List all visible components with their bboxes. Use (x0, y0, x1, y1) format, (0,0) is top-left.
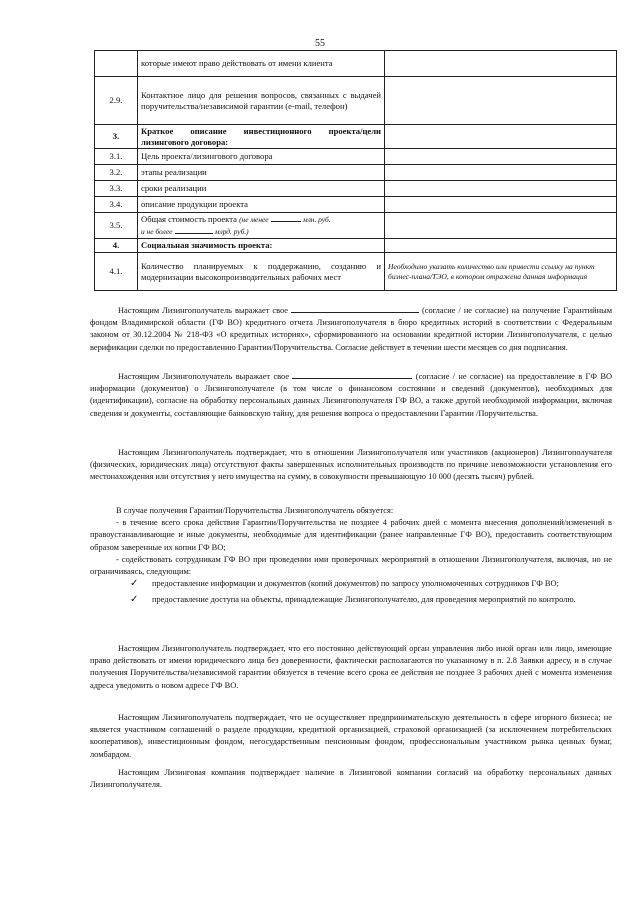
row-number: 3.4. (95, 197, 138, 213)
control-measure-text: предоставление доступа на объекты, принадлежащие Лизингополучателю, для проведения мероприятий по контролю. (152, 595, 576, 605)
table-row (95, 77, 617, 125)
row-number: 4. (95, 239, 138, 253)
enforcement-text: Настоящим Лизингополучатель подтверждает, что в отношении Лизингополучателя или участников (акционеров) Лизингополучателя (физических, юридических лица) отсутствуют факты завершенных исполнительных производств по причине невозможности установления его местонахождения или отсутствия у него имущества на сумму, в совокупности превышающую 10 000 (десять тысяч) рублей. (90, 448, 612, 482)
table-row (95, 51, 617, 77)
row-value-cell[interactable]: Необходимо указать количество или привести ссылку на пункт бизнес-плана/ТЭО, в котором отражена данная информация (385, 253, 617, 291)
row-description: Контактное лицо для решения вопросов, связанных с выдачей поручительства/независимой гарантии (e-mail, телефон) (138, 77, 385, 125)
row-value-cell[interactable] (385, 239, 617, 253)
table-row (95, 149, 617, 165)
row-number: 3.5. (95, 213, 138, 239)
cost-max-unit: млрд. руб.) (214, 226, 249, 236)
control-measure-text: предоставление информации и документов (копий документов) по запросу уполномоченных сотрудников ГФ ВО; (152, 579, 559, 589)
row-value-cell[interactable] (385, 165, 617, 181)
row-value-cell[interactable] (385, 77, 617, 125)
leasing-company-text: Настоящим Лизинговая компания подтверждает наличие в Лизинговой компании согласий на обработку персональных данных Лизингополучателя. (90, 768, 612, 790)
row-description: Социальная значимость проекта: (138, 239, 385, 253)
cost-min-label: (не менее (239, 215, 269, 224)
table-row-project-cost (95, 213, 617, 239)
consent-blank-field[interactable] (291, 304, 419, 313)
row-number: 3.1. (95, 149, 138, 165)
row-description: описание продукции проекта (138, 197, 385, 213)
address-text: Настоящим Лизингополучатель подтверждает, что его постоянно действующий орган управления либо иной орган или лицо, имеющие право действовать от имени юридического лица без доверенности, фактически располагаются по указанному в п. 2.8 Заявки адресу, и в случае получения Поручительства/независимой гарантии обязуется в течение всего срока ее действия не позднее 3 рабочих дней с момента изменения адреса уведомить о новом адресе ГФ ВО. (90, 644, 612, 690)
credit-report-consent-paragraph (90, 304, 612, 354)
row-value-cell[interactable] (385, 181, 617, 197)
table-row (95, 181, 617, 197)
control-measure-item (90, 594, 612, 606)
cost-max-label: и не более (141, 226, 173, 236)
project-cost-description (138, 213, 385, 239)
row-description: этапы реализации (138, 165, 385, 181)
checkmark-icon: ✓ (130, 594, 139, 606)
row-number: 3.2. (95, 165, 138, 181)
gambling-business-confirmation-paragraph (90, 712, 612, 761)
table-row (95, 253, 617, 291)
cost-min-unit: млн. руб. (302, 215, 331, 224)
consent-text-start: Настоящим Лизингополучатель выражает свое (118, 306, 288, 315)
checkmark-icon: ✓ (130, 578, 139, 590)
obligation-item-2: - содействовать сотрудникам ГФ ВО при проведении ими проверочных мероприятий в отношении Лизингополучателя, включая, но не ограничиваясь, следующим: (90, 554, 612, 577)
row-value-cell[interactable] (385, 51, 617, 77)
row-description: Цель проекта/лизингового договора (138, 149, 385, 165)
table-row (95, 197, 617, 213)
consent-text-rest: (согласие / не согласие) на предоставление в ГФ ВО информации (документов) о Лизингополучателе (в том числе о финансовом состоянии и сведений (документов), необходимых для (идентификации), согласие на обработку персональных данных Лизингополучателя ГФ ВО, а также другой необходимой информации, включая сведения и документы, составляющие банковскую тайну, для решения вопроса о предоставлении Гарантии /Поручительства. (90, 372, 613, 418)
row-number (95, 51, 138, 77)
consent-blank-field[interactable] (292, 370, 412, 379)
row-description: которые имеют право действовать от имени клиента (138, 51, 385, 77)
page-number: 55 (315, 38, 325, 49)
row-value-cell[interactable] (385, 149, 617, 165)
obligations-section (90, 505, 612, 607)
data-processing-consent-paragraph (90, 370, 612, 420)
project-cost-title: Общая стоимость проекта (141, 214, 237, 224)
row-value-cell[interactable] (385, 197, 617, 213)
table-row (95, 125, 617, 149)
cost-min-field[interactable] (271, 221, 301, 222)
row-value-cell[interactable] (385, 213, 617, 239)
row-description: сроки реализации (138, 181, 385, 197)
cost-max-field[interactable] (175, 233, 213, 234)
consent-text-start: Настоящим Лизингополучатель выражает свое (118, 372, 290, 381)
row-value-cell[interactable] (385, 125, 617, 149)
enforcement-confirmation-paragraph (90, 447, 612, 484)
consent-text-rest: (согласие / не согласие) на получение Гарантийным фондом Владимирской области (ГФ ВО) кредитного отчета Лизингополучателя в бюро кредитных историй в соответствии с Федеральным законом от 30.12.2004 № 218-ФЗ «О кредитных историях», сформированного на основании кредитной истории Лизингополучателя, с целью верификации сделки по предоставлению Гарантии/Поручительства. Согласие действует в течении шести месяцев со дня подписания. (90, 306, 613, 352)
control-measure-item (90, 578, 612, 590)
obligations-intro: В случае получения Гарантии/Поручительства Лизингополучатель обязуется: (116, 506, 394, 515)
control-measures-list (90, 578, 612, 606)
obligation-item-1: - в течение всего срока действия Гарантии/Поручительства не позднее 4 рабочих дней с момента внесения дополнений/изменений в правоустанавливающие и иные документы, необходимые для идентификации (ранее направленные ГФ ВО), предоставить соответствующим образом заверенные их копии ГФ ВО; (90, 518, 612, 552)
leasing-company-confirmation-paragraph (90, 767, 612, 791)
table-row (95, 165, 617, 181)
row-description: Количество планируемых к поддержанию, созданию и модернизации высокопроизводительных рабочих мест (138, 253, 385, 291)
row-number: 3.3. (95, 181, 138, 197)
address-confirmation-paragraph (90, 643, 612, 692)
row-description: Краткое описание инвестиционного проекта/цели лизингового договора: (138, 125, 385, 149)
row-number: 2.9. (95, 77, 138, 125)
row-number: 3. (95, 125, 138, 149)
table-row (95, 239, 617, 253)
row-number: 4.1. (95, 253, 138, 291)
project-info-table (94, 50, 617, 291)
gambling-text: Настоящим Лизингополучатель подтверждает, что не осуществляет предпринимательскую деятельность в сфере игорного бизнеса; не является участником соглашений о разделе продукции, кредитной организацией, страховой организацией (за исключением потребительских кооперативов), инвестиционным фондом, негосударственным пенсионным фондом, профессиональным участником рынка ценных бумаг, ломбардом. (90, 713, 612, 759)
